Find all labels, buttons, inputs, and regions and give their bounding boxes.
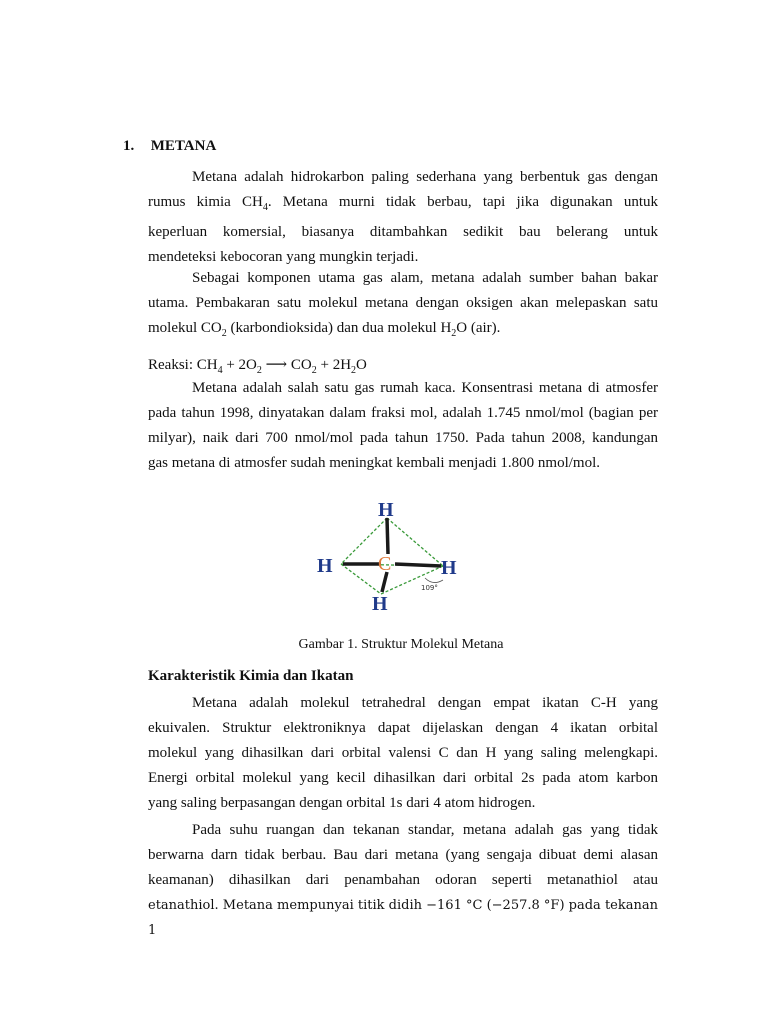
- paragraph-3: [148, 376, 658, 476]
- p2-line-1: Sebagai komponen utama gas alam, metana adalah sumber bahan bakar: [192, 270, 658, 286]
- figure-caption: Gambar 1. Struktur Molekul Metana: [298, 637, 504, 652]
- hydrogen-right: H: [441, 557, 457, 579]
- p5-line-4: etanathiol. Metana mempunyai titik didih −161 °C (−257.8 °F) pada tekanan 1: [148, 898, 658, 938]
- p2-line-3: molekul $CO_2$ (karbondioksida) dan dua molekul $H_2O$ (air).: [148, 320, 501, 339]
- p4-line-2: ekuivalen. Struktur elektroniknya dapat dijelaskan dengan 4 ikatan orbital: [148, 720, 658, 736]
- section-title: METANA: [150, 138, 217, 154]
- reaction-equation: Reaksi: $CH_4 + 2O_2$ ⟶ $CO_2 + 2H_2O$: [148, 357, 367, 376]
- p4-line-4: Energi orbital molekul yang kecil dihasilkan dari orbital 2s pada atom karbon: [148, 770, 658, 786]
- p5-line-3: keamanan) dihasilkan dari penambahan odoran seperti metanathiol atau: [148, 872, 658, 888]
- p5-line-2: berwarna darn tidak berbau. Bau dari metana (yang sengaja dibuat demi alasan: [148, 847, 658, 863]
- p3-line-1: Metana adalah salah satu gas rumah kaca. Konsentrasi metana di atmosfer: [192, 380, 658, 396]
- paragraph-1: [148, 165, 658, 270]
- p4-line-1: Metana adalah molekul tetrahedral dengan empat ikatan C-H yang: [192, 695, 658, 711]
- p1-line-4: mendeteksi kebocoran yang mungkin terjadi.: [148, 249, 419, 265]
- p3-line-4: gas metana di atmosfer sudah meningkat kembali menjadi 1.800 nmol/mol.: [148, 455, 600, 471]
- p3-line-3: milyar), naik dari 700 nmol/mol pada tahun 1750. Pada tahun 2008, kandungan: [148, 430, 658, 446]
- subheading: Karakteristik Kimia dan Ikatan: [148, 668, 354, 684]
- methane-structure-diagram: [315, 496, 475, 614]
- hydrogen-top: H: [378, 499, 394, 521]
- hydrogen-bottom: H: [372, 593, 388, 614]
- paragraph-4: [148, 691, 658, 816]
- bond-angle-label: 109°: [421, 584, 438, 592]
- paragraph-5: [148, 818, 658, 943]
- p3-line-2: pada tahun 1998, dinyatakan dalam fraksi mol, adalah 1.745 nmol/mol (bagian per: [148, 405, 658, 421]
- p1-line-1: Metana adalah hidrokarbon paling sederhana yang berbentuk gas dengan: [192, 169, 658, 185]
- hydrogen-left: H: [317, 555, 333, 577]
- methane-structure-figure: [315, 496, 475, 614]
- carbon-atom: C: [378, 553, 392, 575]
- p5-line-1: Pada suhu ruangan dan tekanan standar, metana adalah gas yang tidak: [192, 822, 658, 838]
- p4-line-3: molekul yang dihasilkan dari orbital valensi C dan H yang saling melengkapi.: [148, 745, 658, 761]
- section-number: 1.: [123, 138, 135, 154]
- section-heading: [123, 138, 216, 155]
- p4-line-5: yang saling berpasangan dengan orbital 1s dari 4 atom hidrogen.: [148, 795, 536, 811]
- p1-line-2: rumus kimia $CH_4$. Metana murni tidak berbau, tapi jika digunakan untuk: [148, 194, 659, 213]
- p1-line-3: keperluan komersial, biasanya ditambahkan sedikit bau belerang untuk: [148, 224, 658, 240]
- p2-line-2: utama. Pembakaran satu molekul metana dengan oksigen akan melepaskan satu: [148, 295, 658, 311]
- paragraph-2: [148, 266, 658, 346]
